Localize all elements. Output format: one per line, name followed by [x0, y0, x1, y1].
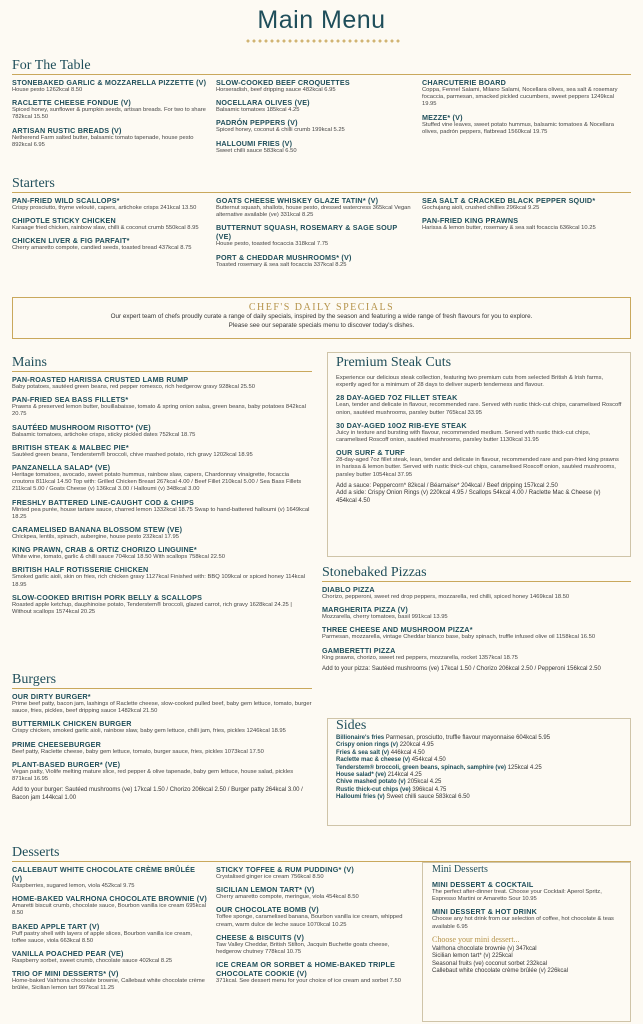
side-item-name: House salad* (ve) — [336, 772, 387, 779]
starter-item-desc: Butternut squash, shallots, house pesto, dressed watercress 365kcal Vegan alternative available (ve) 331kcal 8.25 — [216, 205, 411, 219]
mini-dessert-item-name: MINI DESSERT & COCKTAIL — [432, 880, 534, 889]
main-item-name: CARAMELISED BANANA BLOSSOM STEW (VE) — [12, 525, 183, 535]
starter-item-desc: Crispy prosciutto, thyme velouté, capers, artichoke crisps 241kcal 13.50 — [12, 205, 197, 211]
main-item-desc: Smoked garlic aioli, skin on fries, rich chicken gravy 1127kcal Finished with: BBQ 109kcal or spiced honey 114kcal 18.95 — [12, 574, 305, 588]
section-title-mini: Mini Desserts — [432, 864, 488, 875]
dessert-item-name: VANILLA POACHED PEAR (VE) — [12, 949, 124, 959]
section-title-pizzas: Stonebaked Pizzas — [322, 565, 427, 580]
side-item-name: Raclette mac & cheese (v) — [336, 757, 411, 764]
section-title-starters: Starters — [12, 176, 55, 191]
steak-item-name: OUR SURF & TURF — [336, 448, 405, 458]
side-item-name: Chive mashed potato (v) — [336, 779, 406, 786]
mini-dessert-item-desc: Choose any hot drink from our selection of coffee, hot chocolate & teas available 6.95 — [432, 916, 614, 930]
starter-item-name: BUTTERNUT SQUASH, ROSEMARY & SAGE SOUP (VE) — [216, 223, 398, 242]
main-item-desc: Minted pea purée, house tartare sauce, charred lemon 1332kcal 18.75 Swap to hand-battered halloumi (v) 1649kcal 18.25 — [12, 506, 310, 520]
decorative-dots — [245, 38, 400, 44]
main-item-name: SAUTÉED MUSHROOM RISOTTO* (VE) — [12, 422, 151, 432]
table-item — [216, 98, 411, 114]
side-item-desc: 446kcal 4.50 — [390, 749, 425, 756]
dessert-item-name: STICKY TOFFEE & RUM PUDDING* (V) — [216, 865, 354, 874]
mini-dessert-item-desc: The perfect after-dinner treat. Choose your Cocktail: Aperol Spritz, Espresso Martini or Amaretto Sour 10.95 — [432, 889, 602, 903]
starter-item-name: PAN-FRIED KING PRAWNS — [422, 216, 519, 226]
starter-item — [216, 223, 411, 248]
table-item-desc: Balsamic tomatoes 185kcal 4.25 — [216, 107, 300, 114]
side-item-desc: 205kcal 4.25 — [407, 779, 442, 786]
table-item-desc: Coppa, Fennel Salami, Milano Salami, Nocellara olives, sea salt & rosemary focaccia, parmesan, smacked pickled cucumbers, sweet peppers 1249kcal 19.95 — [422, 87, 618, 108]
steak-item — [336, 421, 622, 444]
starter-item-desc: Karaage fried chicken, rainbow slaw, chilli & coconut crumb 550kcal 8.95 — [12, 225, 199, 232]
main-item — [12, 593, 312, 616]
dessert-item — [216, 905, 411, 928]
divider — [12, 74, 631, 75]
mini-dessert-item — [432, 880, 627, 903]
main-item-name: PAN-FRIED SEA BASS FILLETS* — [12, 395, 129, 405]
starter-item — [216, 196, 411, 219]
mini-option: Callebaut white chocolate crème brûlée (v) 226kcal — [432, 968, 569, 975]
starters-column-3 — [422, 196, 627, 236]
side-item — [336, 742, 626, 749]
main-item — [12, 395, 312, 418]
specials-box — [12, 297, 631, 339]
steak-item — [336, 393, 622, 416]
specials-text-1: Our expert team of chefs proudly curate a range of daily specials, inspired by the season and featuring a wide range of fresh flavours for you to explore. — [110, 313, 533, 320]
main-item-name: BRITISH HALF ROTISSERIE CHICKEN — [12, 565, 149, 575]
side-item-name: Tenderstem® broccoli, green beans, spinach, samphire (ve) — [336, 764, 507, 771]
table-item-name: CHARCUTERIE BOARD — [422, 78, 507, 87]
mini-choose: Choose your mini dessert... — [432, 934, 520, 944]
desserts-column-2 — [216, 865, 411, 989]
mini-dessert-item-name: MINI DESSERT & HOT DRINK — [432, 907, 538, 917]
pizza-item-name: MARGHERITA PIZZA (V) — [322, 605, 408, 615]
main-item — [12, 545, 312, 561]
starter-item-name: PORT & CHEDDAR MUSHROOMS* (V) — [216, 252, 352, 262]
side-item — [336, 757, 626, 764]
starter-item-desc: Gochujang aioli, crushed chillies 296kcal 9.25 — [422, 205, 540, 211]
dessert-item-desc: Toffee sponge, caramelised banana, Bourbon vanilla ice cream, whipped cream, warm dulce de leche sauce 1070kcal 10.25 — [216, 914, 403, 928]
main-item-desc: Prawns & preserved lemon butter, bouillabaisse, tomato & spring onion salsa, green beans, baby potatoes 842kcal 20.75 — [12, 404, 306, 418]
burger-item-name: PRIME CHEESEBURGER — [12, 739, 102, 749]
pizza-item-desc: Mozzarella, cherry tomatoes, basil 991kcal 13.95 — [322, 614, 448, 621]
starters-column-1 — [12, 196, 207, 257]
side-item-name: Halloumi fries (v) — [336, 794, 385, 801]
main-item — [12, 525, 312, 541]
table-column-3 — [422, 78, 627, 140]
specials-text-2: Please see our separate specials menu to discover today's dishes. — [228, 321, 415, 329]
mini-dessert-item — [432, 907, 627, 930]
starter-item — [12, 236, 207, 252]
starter-item — [12, 216, 207, 232]
starter-item — [216, 253, 411, 269]
table-item-name: NOCELLARA OLIVES (VE) — [216, 98, 310, 108]
dessert-item-name: CHEESE & BISCUITS (V) — [216, 932, 305, 942]
starter-item — [422, 196, 627, 212]
section-title-steak: Premium Steak Cuts — [336, 355, 452, 370]
pizza-add: Add to your pizza: Sautéed mushrooms (ve) 17kcal 1.50 / Chorizo 206kcal 2.50 / Pepperoni 156kcal 2.50 — [322, 665, 601, 672]
main-item — [12, 463, 312, 494]
burger-item-name: OUR DIRTY BURGER* — [12, 692, 91, 701]
burger-item-desc: Beef patty, Raclette cheese, baby gem lettuce, tomato, burger sauce, fries, pickles 1073kcal 17.50 — [12, 748, 264, 755]
steak-side: Add a side: Crispy Onion Rings (v) 220kcal 4.95 / Scallops 54kcal 4.00 / Raclette Mac & Cheese (v) 454kcal 4.50 — [336, 490, 601, 504]
steak-item-desc: Lean, tender and delicate in flavour, recommended rare. Served with rustic thick-cut chips, caramelised Roscoff onion, sautéed mushrooms, parsley butter 765kcal 33.95 — [336, 402, 622, 416]
table-item-desc: Stuffed vine leaves, sweet potato hummus, balsamic tomatoes & Nocellara olives, padrón peppers, flatbread 1560kcal 19.75 — [422, 121, 614, 135]
side-item-desc: 125kcal 4.25 — [507, 764, 542, 771]
table-item-desc: Spiced honey, sunflower & pumpkin seeds, artisan breads. For two to share 782kcal 15.50 — [12, 107, 206, 121]
pizza-item-desc: Chorizo, pepperoni, sweet red drop peppers, mozzarella, red chilli, spiced honey 1469kcal 18.50 — [322, 594, 570, 600]
dessert-item-desc: Taw Valley Cheddar, British Stilton, Jacquin Buchette goats cheese, hedgerow chutney 778kcal 10.75 — [216, 941, 390, 956]
divider — [12, 192, 631, 193]
desserts-column-1 — [12, 865, 207, 997]
table-item — [216, 118, 411, 134]
main-item-name: SLOW-COOKED BRITISH PORK BELLY & SCALLOPS — [12, 592, 203, 602]
steak-item-desc: 28-day-aged 7oz fillet steak, lean, tender and delicate in flavour, recommended rare and pan-fried king prawns in harissa & lemon butter. Served with rustic thick-cut chips, caramelised Roscoff onion, sautéed mushrooms, parsley butter 1054kcal 37.95 — [336, 457, 619, 478]
main-item-desc: Baby potatoes, sautéed green beans, red pepper romesco, rich hedgerow gravy 928kcal 25.50 — [12, 384, 255, 390]
table-column-1 — [12, 78, 207, 153]
main-item-name: FRESHLY BATTERED LINE-CAUGHT COD & CHIPS — [12, 497, 194, 507]
burger-item-desc: Prime beef patty, bacon jam, lashings of Raclette cheese, slow-cooked pulled beef, baby gem lettuce, tomato, burger sauce, fries, pickles, beef dripping sauce 1482kcal 21.50 — [12, 701, 312, 715]
starter-item-name: PAN-FRIED WILD SCALLOPS* — [12, 196, 120, 205]
pizza-item-desc: Parmesan, mozzarella, vintage Cheddar bianco base, baby spinach, truffle infused olive oil 1158kcal 16.50 — [322, 634, 596, 641]
main-item-name: BRITISH STEAK & MALBEC PIE* — [12, 442, 129, 452]
starter-item-desc: Harissa & lemon butter, rosemary & sea salt focaccia 636kcal 10.25 — [422, 225, 596, 232]
divider — [12, 371, 312, 372]
dessert-item — [12, 949, 207, 965]
dessert-item — [12, 969, 207, 992]
pizza-item — [322, 646, 627, 662]
table-item — [422, 78, 627, 109]
pizza-item-name: GAMBERETTI PIZZA — [322, 645, 396, 655]
steak-column — [336, 375, 622, 505]
table-item-desc: Sweet chilli sauce 583kcal 6.50 — [216, 147, 297, 154]
section-title-table: For The Table — [12, 58, 91, 73]
divider — [12, 688, 312, 689]
dessert-item-desc: Home-baked Valrhona chocolate brownie, Callebaut white chocolate crème brûlée, Sicilian lemon tart 997kcal 11.25 — [12, 978, 205, 992]
pizza-item-name: THREE CHEESE AND MUSHROOM PIZZA* — [322, 625, 473, 635]
starter-item-name: GOATS CHEESE WHISKEY GLAZE TATIN* (V) — [216, 196, 379, 205]
pizza-item-desc: King prawns, chorizo, sweet red peppers, mozzarella, rocket 1357kcal 18.75 — [322, 654, 518, 661]
table-item-name: PADRÓN PEPPERS (V) — [216, 118, 298, 128]
dessert-item-desc: Amaretti biscuit crumb, chocolate sauce, Bourbon vanilla ice cream 695kcal 8.50 — [12, 903, 206, 917]
dessert-item-name: HOME-BAKED VALRHONA CHOCOLATE BROWNIE (V) — [12, 894, 207, 904]
starter-item-name: SEA SALT & CRACKED BLACK PEPPER SQUID* — [422, 196, 596, 205]
dessert-item-name: OUR CHOCOLATE BOMB (V) — [216, 905, 319, 915]
starters-column-2 — [216, 196, 411, 273]
pizza-item — [322, 585, 627, 601]
side-item-name: Fries & sea salt (v) — [336, 749, 390, 756]
dessert-item-desc: Raspberries, sugared lemon, viola 452kcal 9.75 — [12, 883, 135, 889]
starter-item-desc: Toasted rosemary & sea salt focaccia 337kcal 8.25 — [216, 261, 347, 268]
table-item-name: RACLETTE CHEESE FONDUE (V) — [12, 98, 132, 108]
burger-item — [12, 719, 312, 735]
main-item — [12, 375, 312, 391]
burger-item-name: BUTTERMILK CHICKEN BURGER — [12, 719, 132, 729]
mini-option: Valrhona chocolate brownie (v) 347kcal — [432, 945, 537, 952]
dessert-item-name: SICILIAN LEMON TART* (V) — [216, 885, 315, 895]
dessert-item-desc: Cherry amaretto compote, meringue, viola 454kcal 8.50 — [216, 894, 359, 901]
dessert-item-name: TRIO OF MINI DESSERTS* (V) — [12, 969, 119, 979]
table-item-name: HALLOUMI FRIES (V) — [216, 138, 293, 148]
table-item-name: ARTISAN RUSTIC BREADS (V) — [12, 125, 122, 135]
pizza-item-name: DIABLO PIZZA — [322, 585, 375, 594]
side-item — [336, 779, 626, 786]
steak-item-desc: Juicy in texture and bursting with flavour, recommended medium. Served with rustic thick-cut chips, caramelised Roscoff onion, sautéed mushrooms, parsley butter 1130kcal 31.95 — [336, 429, 591, 444]
section-title-burgers: Burgers — [12, 672, 57, 687]
mini-option: Seasonal fruits (ve) coconut sorbet 232kcal — [432, 960, 548, 967]
side-item-desc: Parmesan, prosciutto, truffle flavour mayonnaise 604kcal 5.95 — [385, 735, 551, 741]
table-item — [216, 78, 411, 94]
dessert-item — [216, 865, 411, 881]
main-item — [12, 565, 312, 588]
burger-item-name: PLANT-BASED BURGER* (VE) — [12, 759, 121, 769]
side-item — [336, 750, 626, 757]
steak-item-name: 30 DAY-AGED 10OZ RIB-EYE STEAK — [336, 420, 467, 430]
main-item-name: KING PRAWN, CRAB & ORTIZ CHORIZO LINGUINE* — [12, 545, 197, 555]
dessert-item-name: CALLEBAUT WHITE CHOCOLATE CRÈME BRÛLÉE (V) — [12, 865, 196, 883]
table-item — [12, 126, 207, 149]
side-item — [336, 765, 626, 772]
main-item-desc: Balsamic tomatoes, artichoke crisps, sticky pickled dates 752kcal 18.75 — [12, 431, 196, 438]
main-item — [12, 498, 312, 521]
section-title-mains: Mains — [12, 355, 47, 370]
steak-item — [336, 448, 622, 479]
table-item — [12, 78, 207, 94]
mini-column — [432, 880, 627, 975]
burger-item — [12, 740, 312, 756]
table-item-desc: House pesto 1262kcal 8.50 — [12, 87, 83, 93]
table-item — [422, 113, 627, 136]
dessert-item — [216, 885, 411, 901]
main-item-desc: Sautéed green beans, Tenderstem® broccoli, chive mashed potato, rich gravy 1202kcal 18.95 — [12, 451, 253, 458]
table-item-name: MEZZE* (V) — [422, 112, 463, 122]
pizza-item — [322, 605, 627, 621]
starter-item — [12, 196, 207, 212]
table-item-desc: Netherend Farm salted butter, balsamic tomato tapenade, house pesto 892kcal 6.95 — [12, 134, 194, 148]
pizzas-column — [322, 585, 627, 673]
dessert-item-desc: Crystalised ginger ice cream 756kcal 8.50 — [216, 874, 324, 880]
steak-intro: Experience our delicious steak collection, featuring two premium cuts from selected British & Irish farms, expertly aged for a minimum of 28 days to deliver superb tenderness and flavour. — [336, 375, 604, 389]
mini-option: Sicilian lemon tart* (v) 225kcal — [432, 953, 513, 960]
table-column-2 — [216, 78, 411, 159]
burger-add: Add to your burger: Sautéed mushrooms (ve) 17kcal 1.50 / Chorizo 206kcal 2.50 / Burger patty 264kcal 3.00 / Bacon jam 144kcal 1.00 — [12, 787, 303, 801]
side-item-desc: 396kcal 4.75 — [412, 786, 447, 793]
section-title-sides: Sides — [336, 718, 367, 733]
side-item — [336, 794, 626, 801]
dessert-item-name: ICE CREAM OR SORBET & HOME-BAKED TRIPLE CHOCOLATE COOKIE (V) — [216, 960, 396, 979]
starter-item — [422, 216, 627, 232]
mains-column — [12, 375, 312, 620]
side-item — [336, 735, 626, 742]
table-item — [216, 139, 411, 155]
dessert-item — [12, 894, 207, 917]
specials-heading: CHEF'S DAILY SPECIALS — [248, 302, 395, 313]
main-item-desc: White wine, tomato, garlic & chilli sauce 704kcal 18.50 With scallops 758kcal 22.50 — [12, 554, 225, 561]
side-item-name: Crispy onion rings (v) — [336, 742, 399, 749]
starter-item-name: CHICKEN LIVER & FIG PARFAIT* — [12, 236, 130, 246]
dessert-item — [12, 922, 207, 945]
dessert-item-name: BAKED APPLE TART (V) — [12, 921, 100, 931]
main-item-desc: Chickpea, lentils, spinach, aubergine, house pesto 232kcal 17.95 — [12, 534, 179, 541]
table-item-name: SLOW-COOKED BEEF CROQUETTES — [216, 78, 350, 87]
burger-item-desc: Vegan patty, Violife melting mature slice, red pepper & olive tapenade, baby gem lettuce, house salad, pickles 871kcal 16.95 — [12, 768, 294, 783]
side-item-desc: 454kcal 4.50 — [411, 757, 446, 764]
main-item-name: PAN-ROASTED HARISSA CRUSTED LAMB RUMP — [12, 375, 189, 384]
section-title-desserts: Desserts — [12, 845, 60, 860]
table-item — [12, 98, 207, 121]
side-item-desc: 220kcal 4.95 — [399, 742, 434, 749]
burgers-column — [12, 692, 312, 802]
steak-item-name: 28 DAY-AGED 7OZ FILLET STEAK — [336, 393, 458, 403]
steak-sauce: Add a sauce: Peppercorn* 82kcal / Béarnaise* 204kcal / Beef dripping 157kcal 2.50 — [336, 482, 558, 489]
side-item-name: Rustic thick-cut chips (ve) — [336, 786, 411, 793]
dessert-item-desc: Raspberry sorbet, sweet crumb, chocolate sauce 402kcal 8.25 — [12, 958, 173, 965]
page-title: Main Menu — [257, 6, 386, 34]
burger-item — [12, 760, 312, 783]
side-item — [336, 787, 626, 794]
dessert-item — [12, 865, 207, 890]
main-item-name: PANZANELLA SALAD* (VE) — [12, 463, 111, 473]
main-item — [12, 423, 312, 439]
main-item — [12, 443, 312, 459]
sides-list — [336, 735, 626, 802]
side-item-desc: Sweet chilli sauce 583kcal 6.50 — [386, 794, 470, 801]
pizza-item — [322, 625, 627, 641]
side-item-desc: 214kcal 4.25 — [387, 772, 422, 779]
dessert-item — [216, 933, 411, 956]
burger-item-desc: Crispy chicken, smoked garlic aioli, rainbow slaw, baby gem lettuce, chilli jam, fries, pickles 1246kcal 18.95 — [12, 728, 286, 735]
table-item-name: STONEBAKED GARLIC & MOZZARELLA PIZZETTE (V) — [12, 78, 207, 87]
main-item-desc: Roasted apple ketchup, dauphinoise potato, Tenderstem® broccoli, glazed carrot, rich gravy 1628kcal 24.25 | Without scallops 1574kcal 20.25 — [12, 601, 292, 616]
starter-item-desc: House pesto, toasted focaccia 318kcal 7.75 — [216, 241, 329, 248]
starter-item-desc: Cherry amaretto compote, candied seeds, toasted bread 437kcal 8.75 — [12, 245, 192, 252]
divider — [322, 581, 631, 582]
dessert-item — [216, 960, 411, 985]
table-item-desc: Horseradish, beef dripping sauce 482kcal 6.95 — [216, 87, 336, 93]
side-item-name: Billionaire's fries — [336, 735, 385, 741]
dessert-item-desc: 371kcal. See dessert menu for your choice of ice cream and sorbet 7.50 — [216, 978, 401, 985]
starter-item-name: CHIPOTLE STICKY CHICKEN — [12, 216, 116, 226]
table-item-desc: Spiced honey, coconut & chilli crumb 199kcal 5.25 — [216, 127, 345, 134]
dessert-item-desc: Puff pastry shell with layers of apple slices, Bourbon vanilla ice cream, toffee sauce, viola 663kcal 8.50 — [12, 930, 193, 944]
side-item — [336, 772, 626, 779]
burger-item — [12, 692, 312, 715]
main-item-desc: Heritage tomatoes, avocado, sweet potato hummus, rainbow slaw, capers, Chardonnay vinaigrette, focaccia croutons 811kcal 14.50 Top with: Grilled Chicken Breast 267kcal 4.00 / Beef Fillet 210kcal 5.00 / Sea Bass Fillets 211kcal 5.00 / Goats Cheese (v) 136kcal 3.00 / Halloumi (v) 348kcal 3.00 — [12, 472, 302, 493]
